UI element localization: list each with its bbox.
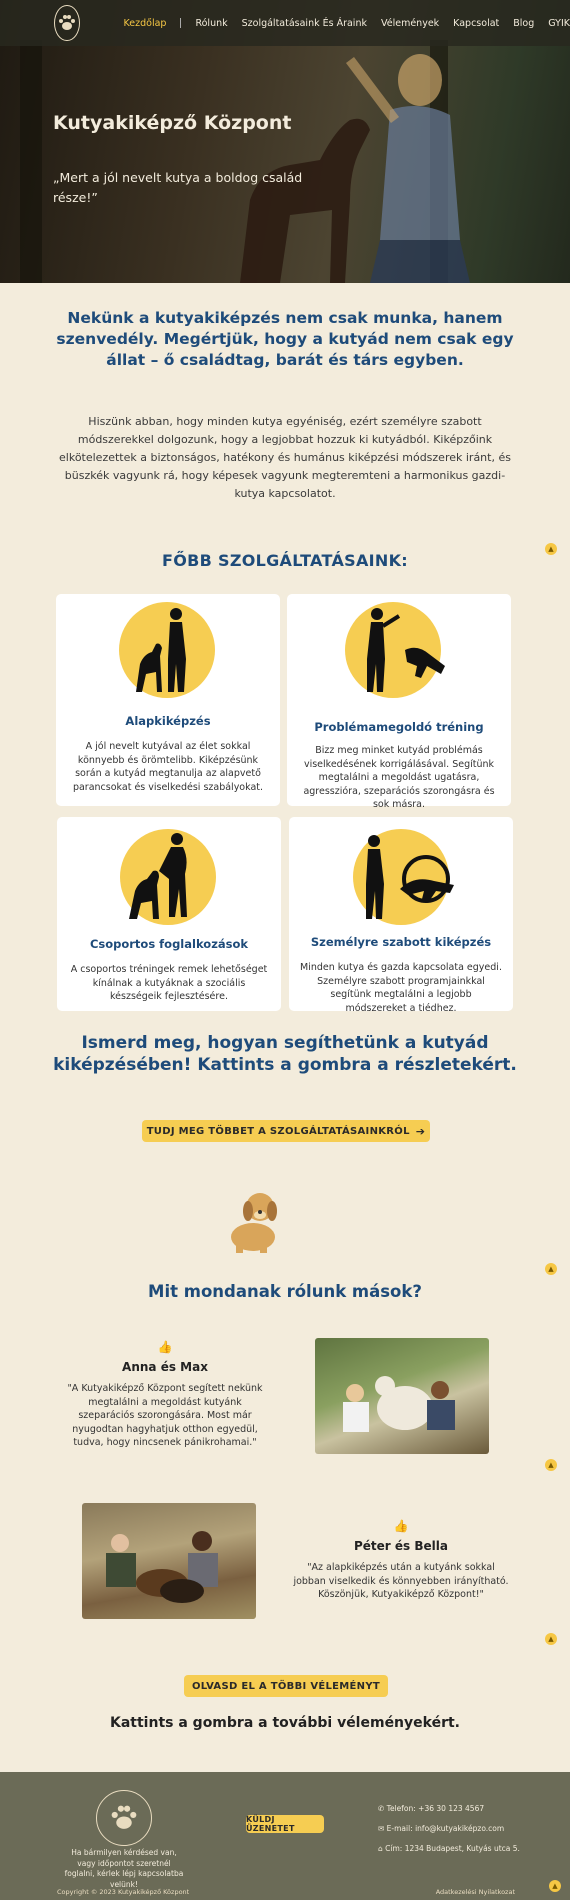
phone-text: Telefon: +36 30 123 4567 <box>386 1804 485 1813</box>
scroll-up-button[interactable] <box>545 1633 557 1645</box>
review-peter-bella <box>290 1519 512 1602</box>
location-icon: ⌂ <box>378 1844 386 1853</box>
thumbs-up-icon: 👍 <box>393 1519 409 1533</box>
copyright: Copyright © 2023 Kutyakiképző Központ <box>57 1888 190 1896</box>
service-card-title: Személyre szabott kiképzés <box>310 935 492 949</box>
scroll-up-button[interactable] <box>545 1459 557 1471</box>
footer-contact-invite: Ha bármilyen kérdésed van, vagy időpontot szeretnél foglalni, kérlek lépj kapcsolatba velünk! <box>64 1848 184 1889</box>
learn-more-button-label: TUDJ MEG TÖBBET A SZOLGÁLTATÁSAINKRÓL <box>146 1125 410 1137</box>
paw-logo-icon[interactable] <box>96 1790 152 1846</box>
nav-item-reviews[interactable]: Vélemények <box>380 17 440 29</box>
address-text: Cím: 1234 Budapest, Kutyás utca 5. <box>385 1844 520 1853</box>
review-photo-couple-with-dog <box>315 1338 489 1454</box>
nav-item-home[interactable]: Kezdőlap <box>123 17 167 29</box>
review-name: Anna és Max <box>122 1360 208 1374</box>
review-anna-max <box>64 1340 266 1450</box>
footer-address <box>378 1844 520 1853</box>
footer <box>0 1772 570 1900</box>
service-card-title: Alapkiképzés <box>125 714 211 728</box>
chevron-up-icon: ▲ <box>548 1461 554 1469</box>
service-card-text: Bizz meg minket kutyád problémás viselkedésének korrigálásával. Segítünk megtaláIni a megoldást ugatásra, agresszióra, szeparációs szorongásra és sok másra. <box>303 745 495 810</box>
hero-trainer-silhouette <box>340 40 480 283</box>
service-card-personalized[interactable] <box>289 817 513 1014</box>
email-icon: ✉ <box>378 1824 387 1833</box>
top-navigation <box>0 0 570 46</box>
footer-email[interactable] <box>378 1824 504 1833</box>
cta-heading: Ismerd meg, hogyan segíthetünk a kutyád kiképzésében! Kattints a gombra a részletekért. <box>53 1033 517 1075</box>
trainer-and-hoop-dog-icon <box>344 829 464 925</box>
service-card-text: Minden kutya és gazda kapcsolata egyedi. Személyre szabott programjainkkal segítünk megtaláIni a legjobb módszereket a tiédhez. <box>300 962 502 1014</box>
nav-item-blog[interactable]: Blog <box>513 17 535 29</box>
service-card-basic[interactable] <box>56 594 280 806</box>
phone-icon: ✆ <box>378 1804 387 1813</box>
arrow-circle-icon: ➔ <box>415 1124 426 1138</box>
service-card-text: A csoportos tréningek remek lehetőséget kínálnak a kutyáknak a szociális készségeik fejlesztésére. <box>70 964 268 1002</box>
nav-divider <box>180 18 181 28</box>
privacy-link[interactable]: Adatkezelési Nyilatkozat <box>435 1888 515 1896</box>
nav-item-services[interactable]: Szolgáltatásaink És Áraink <box>241 17 367 29</box>
chevron-up-icon: ▲ <box>552 1882 558 1890</box>
service-card-title: Csoportos foglalkozások <box>89 937 249 951</box>
review-photo-man-woman-with-dogs <box>82 1503 256 1619</box>
read-more-button-label: OLVASD EL A TÖBBI VÉLEMÉNYT <box>191 1680 381 1692</box>
nav-item-about[interactable]: Rólunk <box>195 17 228 29</box>
service-card-problem-solving[interactable] <box>287 594 511 810</box>
email-text: E-mail: info@kutyakiképzo.com <box>386 1824 505 1833</box>
chevron-up-icon: ▲ <box>548 1635 554 1643</box>
review-text: "A Kutyakiképző Központ segített nekünk megtaláIni a megoldást kutyánk szeparációs szorongására. Most már nyugodtan hagyhatjuk otthon egyedül, tudva, hogy nincsenek pánikrohamai." <box>67 1383 263 1448</box>
scroll-up-button[interactable] <box>545 1263 557 1275</box>
intro-paragraph: Hiszünk abban, hogy minden kutya egyéniség, ezért személyre szabott módszerekkel dolgozunk, hogy a legjobbat hozzuk ki kutyádból. Kiképzőink elkötelezettek a biztonságos, hatékony és humánus kiképzési módszerek iránt, és büszkék vagyunk rá, hogy képesek vagyunk megteremteni a harmonikus gazdi-kutya kapcsolatot. <box>59 415 511 500</box>
service-card-group[interactable] <box>57 817 281 1011</box>
learn-more-services-button[interactable] <box>142 1120 430 1142</box>
paw-logo-icon[interactable] <box>54 5 80 41</box>
hero-background-tree <box>20 40 42 283</box>
review-text: "Az alapkiképzés után a kutyánk sokkal jobban viselkedik és könnyebben irányítható. Köszönjük, Kutyakiképző Központ!" <box>293 1562 509 1600</box>
trainer-and-jumping-dog-icon <box>337 604 457 696</box>
nav-item-contact[interactable]: Kapcsolat <box>453 17 500 29</box>
chevron-up-icon: ▲ <box>548 1265 554 1273</box>
trainer-and-sitting-dog-icon <box>119 829 219 925</box>
read-more-reviews-button[interactable] <box>184 1675 388 1697</box>
chevron-up-icon: ▲ <box>548 545 554 553</box>
service-card-text: A jól nevelt kutyával az élet sokkal könnyebb és örömtelibb. Kiképzésünk során a kutyád megtanulja az alapvető parancsokat és viselkedési szabályokat. <box>72 741 264 793</box>
more-reviews-text: Kattints a gombra a további véleményekért. <box>110 1715 460 1731</box>
reviews-title: Mit mondanak rólunk mások? <box>148 1282 422 1301</box>
scroll-up-button[interactable] <box>549 1880 561 1892</box>
intro-heading: Nekünk a kutyakiképzés nem csak munka, hanem szenvedély. Megértjük, hogy a kutyád nem csak egy állat – ő családtag, barát és társ egyben. <box>56 309 514 369</box>
nav-item-faq[interactable]: GYIK <box>548 17 570 29</box>
thumbs-up-icon: 👍 <box>157 1340 173 1354</box>
services-title: FŐBB SZOLGÁLTATÁSAINK: <box>162 551 408 570</box>
main-menu <box>124 18 570 29</box>
send-message-button[interactable] <box>246 1815 324 1833</box>
footer-phone[interactable] <box>378 1804 484 1813</box>
cartoon-dog-illustration <box>220 1185 286 1255</box>
review-name: Péter és Bella <box>354 1539 448 1553</box>
hero-title: Kutyakiképző Központ <box>53 112 292 134</box>
trainer-and-dog-icon <box>126 604 216 694</box>
service-card-title: Problémamegoldó tréning <box>314 720 484 734</box>
send-message-label: KÜLDJ ÜZENETET <box>246 1815 295 1833</box>
hero-quote: „Mert a jól nevelt kutya a boldog család része!” <box>53 170 303 205</box>
